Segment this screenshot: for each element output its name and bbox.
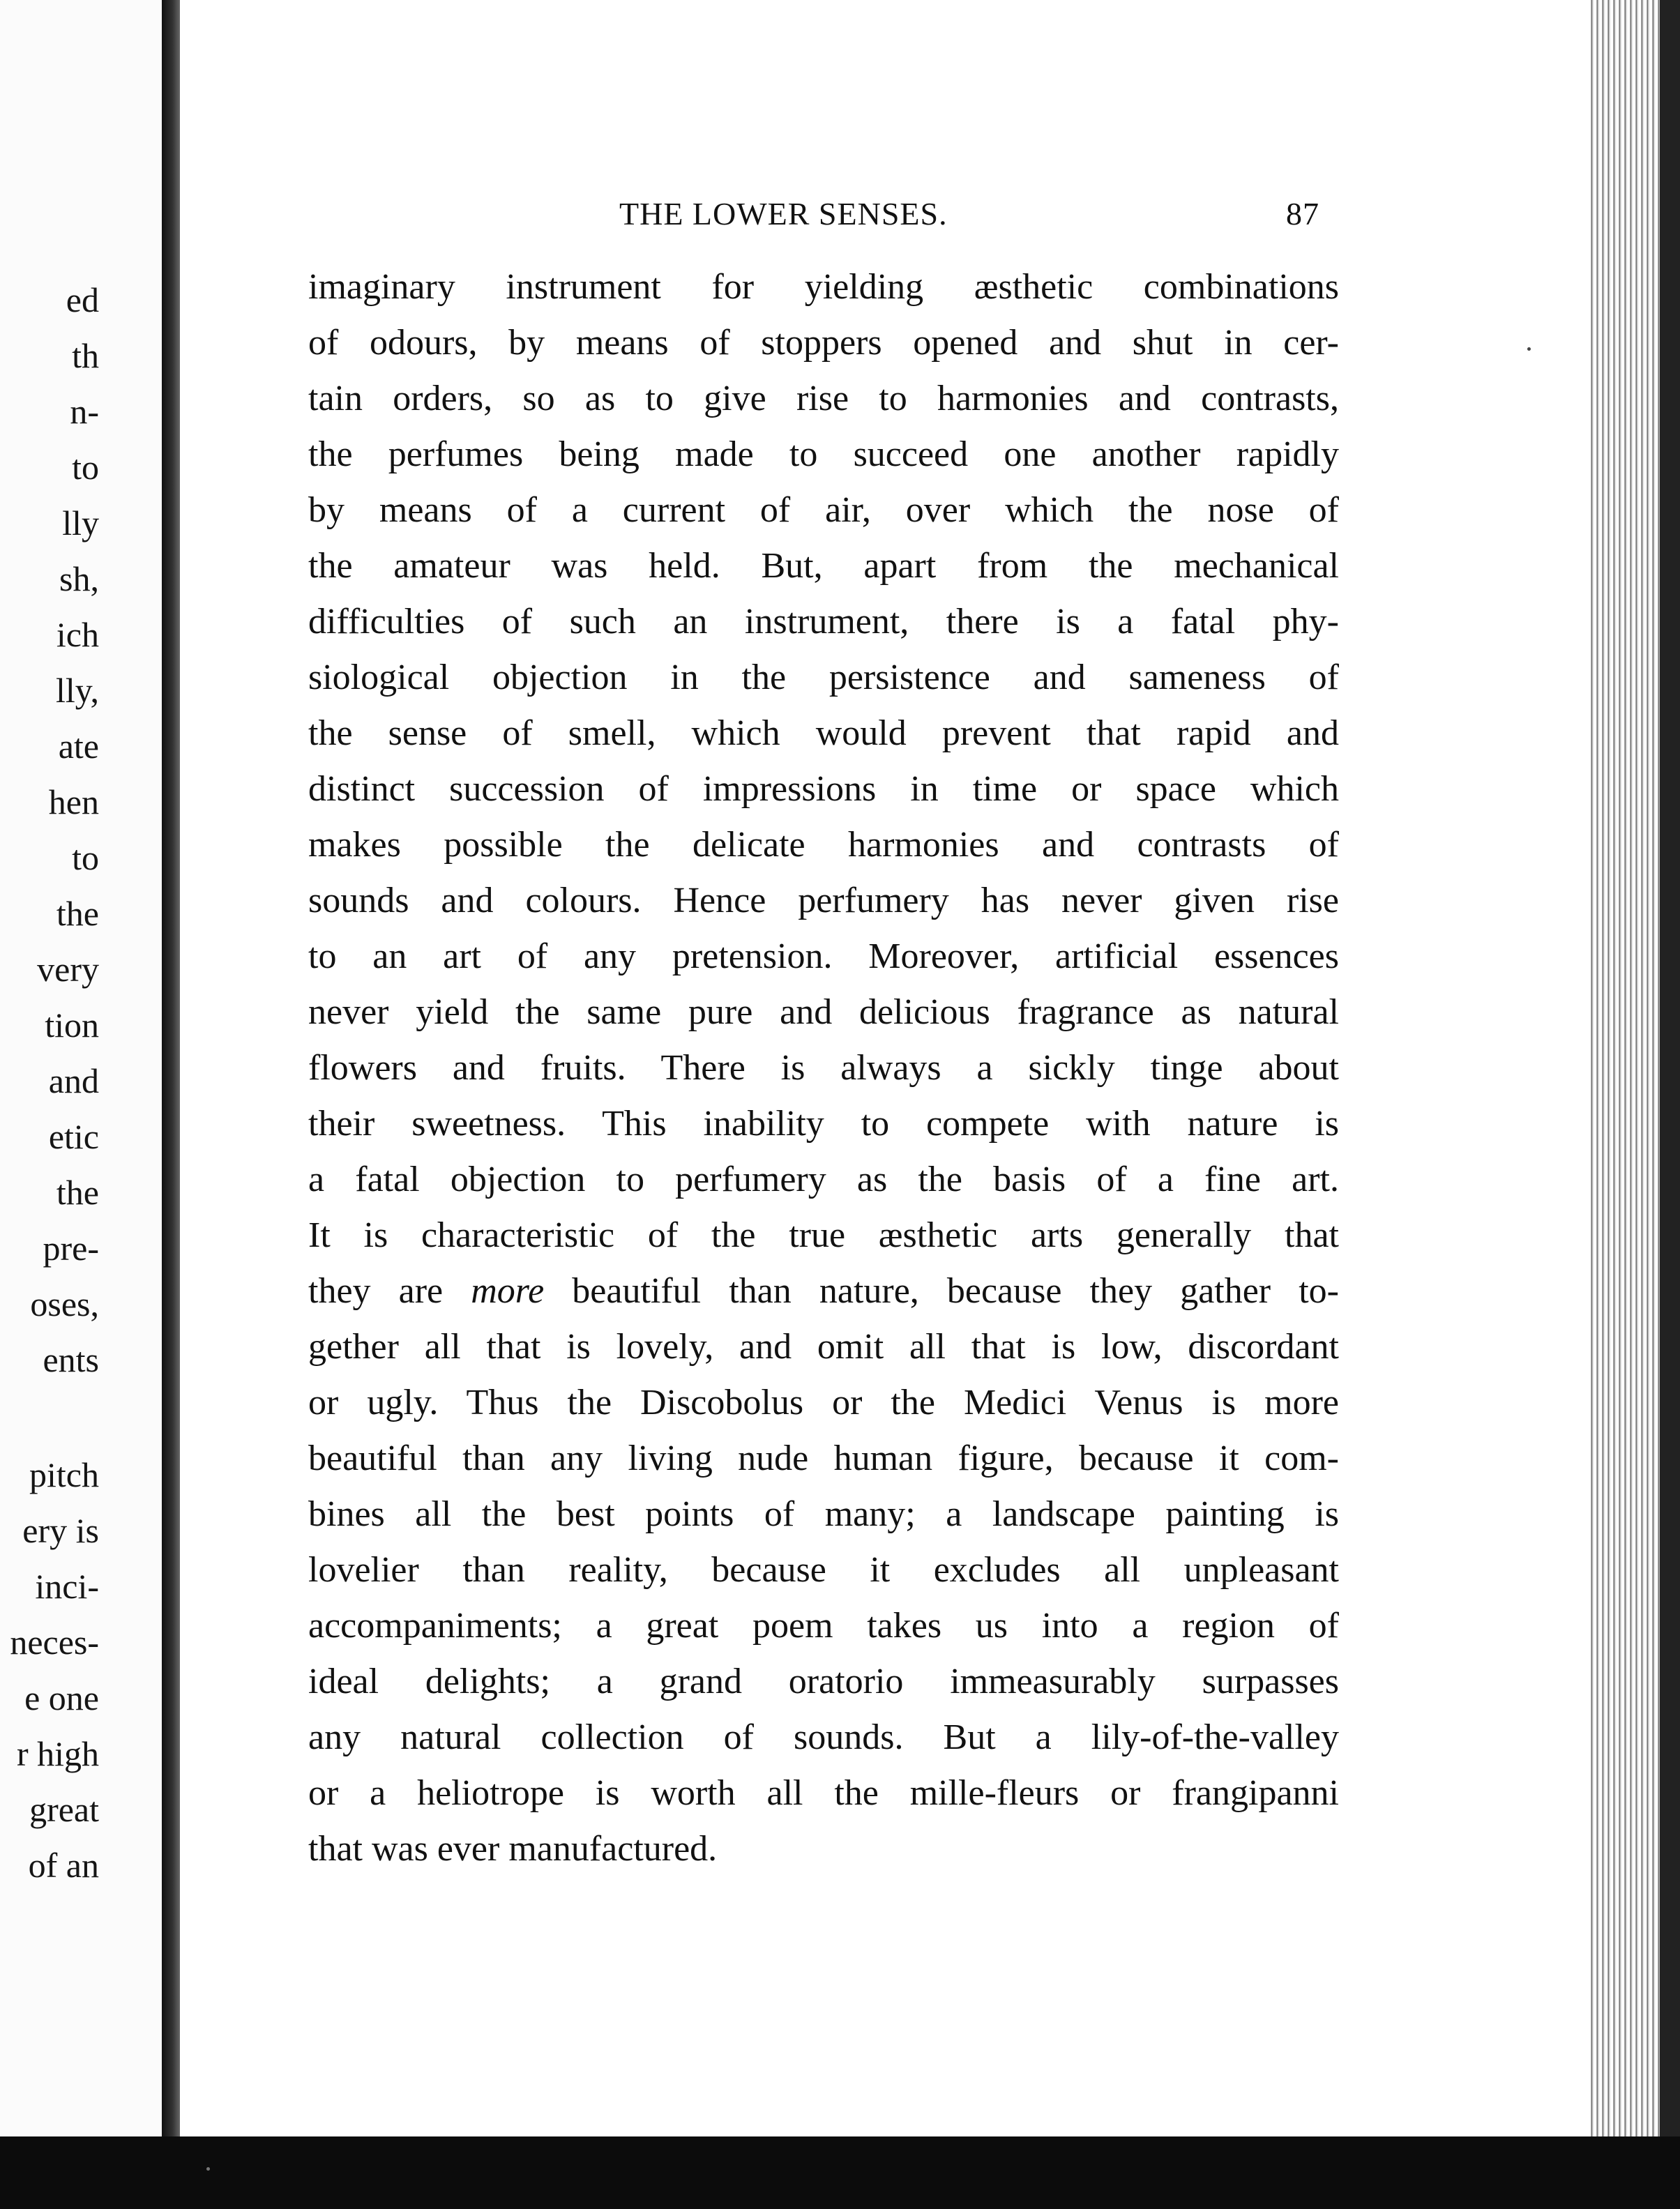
- left-page-fragment: pre-: [43, 1229, 99, 1268]
- left-page-fragment: tion: [45, 1005, 99, 1045]
- text-line: of odours, by means of stoppers opened and shut in cer-: [308, 323, 1339, 363]
- text-line: the sense of smell, which would prevent that rapid and: [308, 713, 1339, 753]
- body-text: [308, 259, 1339, 1877]
- left-page-fragment: neces-: [10, 1623, 99, 1662]
- emphasis: more: [471, 1271, 545, 1311]
- left-page-fragment: lly: [62, 503, 99, 542]
- text-line: makes possible the delicate harmonies and contrasts of: [308, 825, 1339, 865]
- text-line: that was ever manufactured.: [308, 1829, 718, 1869]
- left-page-fragment: ich: [56, 615, 99, 654]
- text-line: never yield the same pure and delicious fragrance as natural: [308, 992, 1339, 1032]
- left-page-fragment: e one: [24, 1678, 99, 1717]
- left-page-fragment: n-: [70, 392, 99, 431]
- left-page-fragment: ed: [66, 280, 99, 319]
- text-line: the perfumes being made to succeed one another rapidly: [308, 434, 1339, 474]
- page-edge-shadow: [1660, 0, 1680, 2209]
- left-page-fragment: ate: [58, 727, 99, 766]
- text-line: distinct succession of impressions in time or space which: [308, 769, 1339, 809]
- ink-speck: [206, 2167, 210, 2171]
- running-head: THE LOWER SENSES.: [619, 196, 948, 231]
- text-line: flowers and fruits. There is always a sickly tinge about: [308, 1048, 1339, 1088]
- left-page-fragment: sh,: [59, 559, 99, 598]
- left-page-fragment: etic: [48, 1117, 99, 1156]
- text-line: gether all that is lovely, and omit all that is low, discordant: [308, 1327, 1339, 1367]
- left-page-fragment: th: [72, 336, 99, 375]
- left-page-fragment: pitch: [29, 1455, 99, 1494]
- left-page-fragment: very: [37, 950, 99, 989]
- left-page-fragment: ery is: [22, 1511, 99, 1550]
- left-page-fragment: r high: [16, 1734, 99, 1773]
- left-page-fragment: oses,: [30, 1284, 99, 1323]
- text-line: by means of a current of air, over which the nose of: [308, 490, 1339, 530]
- text-line: or a heliotrope is worth all the mille-fleurs or frangipanni: [308, 1773, 1339, 1813]
- left-page-fragment: to: [72, 838, 99, 877]
- left-page-fragment: to: [72, 448, 99, 487]
- page-header: [308, 195, 1319, 237]
- scan-bottom-border: [0, 2136, 1680, 2209]
- text-line: difficulties of such an instrument, there is a fatal phy-: [308, 602, 1339, 642]
- ink-speck: [1527, 347, 1531, 351]
- text-line: tain orders, so as to give rise to harmonies and contrasts,: [308, 379, 1339, 418]
- left-page-fragment: hen: [48, 782, 99, 821]
- text-line: ideal delights; a grand oratorio immeasurably surpasses: [308, 1662, 1339, 1701]
- text-line: or ugly. Thus the Discobolus or the Medici Venus is more: [308, 1383, 1339, 1422]
- text-line: their sweetness. This inability to compete with nature is: [308, 1104, 1339, 1144]
- book-gutter: [162, 0, 180, 2209]
- left-page-fragment: the: [56, 1173, 99, 1212]
- text-line: siological objection in the persistence and sameness of: [308, 658, 1339, 697]
- text-line: It is characteristic of the true æsthetic arts generally that: [308, 1215, 1339, 1255]
- text-line: imaginary instrument for yielding æsthetic combinations: [308, 267, 1339, 307]
- text-line: beautiful than any living nude human figure, because it com-: [308, 1438, 1339, 1478]
- text-line: the amateur was held. But, apart from the mechanical: [308, 546, 1339, 586]
- left-page-fragment: of an: [28, 1846, 99, 1885]
- text-line: sounds and colours. Hence perfumery has never given rise: [308, 881, 1339, 920]
- text-line: to an art of any pretension. Moreover, artificial essences: [308, 936, 1339, 976]
- text-line: they are more beautiful than nature, because they gather to-: [308, 1271, 1339, 1311]
- left-page-fragment: ents: [43, 1340, 99, 1379]
- text-line: accompaniments; a great poem takes us into a region of: [308, 1606, 1339, 1646]
- left-page-fragment: and: [48, 1061, 99, 1100]
- text-line: any natural collection of sounds. But a lily-of-the-valley: [308, 1717, 1339, 1757]
- text-line: bines all the best points of many; a landscape painting is: [308, 1494, 1339, 1534]
- text-line: a fatal objection to perfumery as the basis of a fine art.: [308, 1160, 1339, 1199]
- text-line: lovelier than reality, because it excludes all unpleasant: [308, 1550, 1339, 1590]
- left-page-fragment: lly,: [55, 671, 99, 710]
- page-number: 87: [1286, 196, 1319, 231]
- left-page-fragment: inci-: [35, 1567, 99, 1606]
- left-page-fragment: great: [29, 1790, 99, 1829]
- left-page-margin: [0, 0, 165, 2209]
- left-page-fragment: the: [56, 894, 99, 933]
